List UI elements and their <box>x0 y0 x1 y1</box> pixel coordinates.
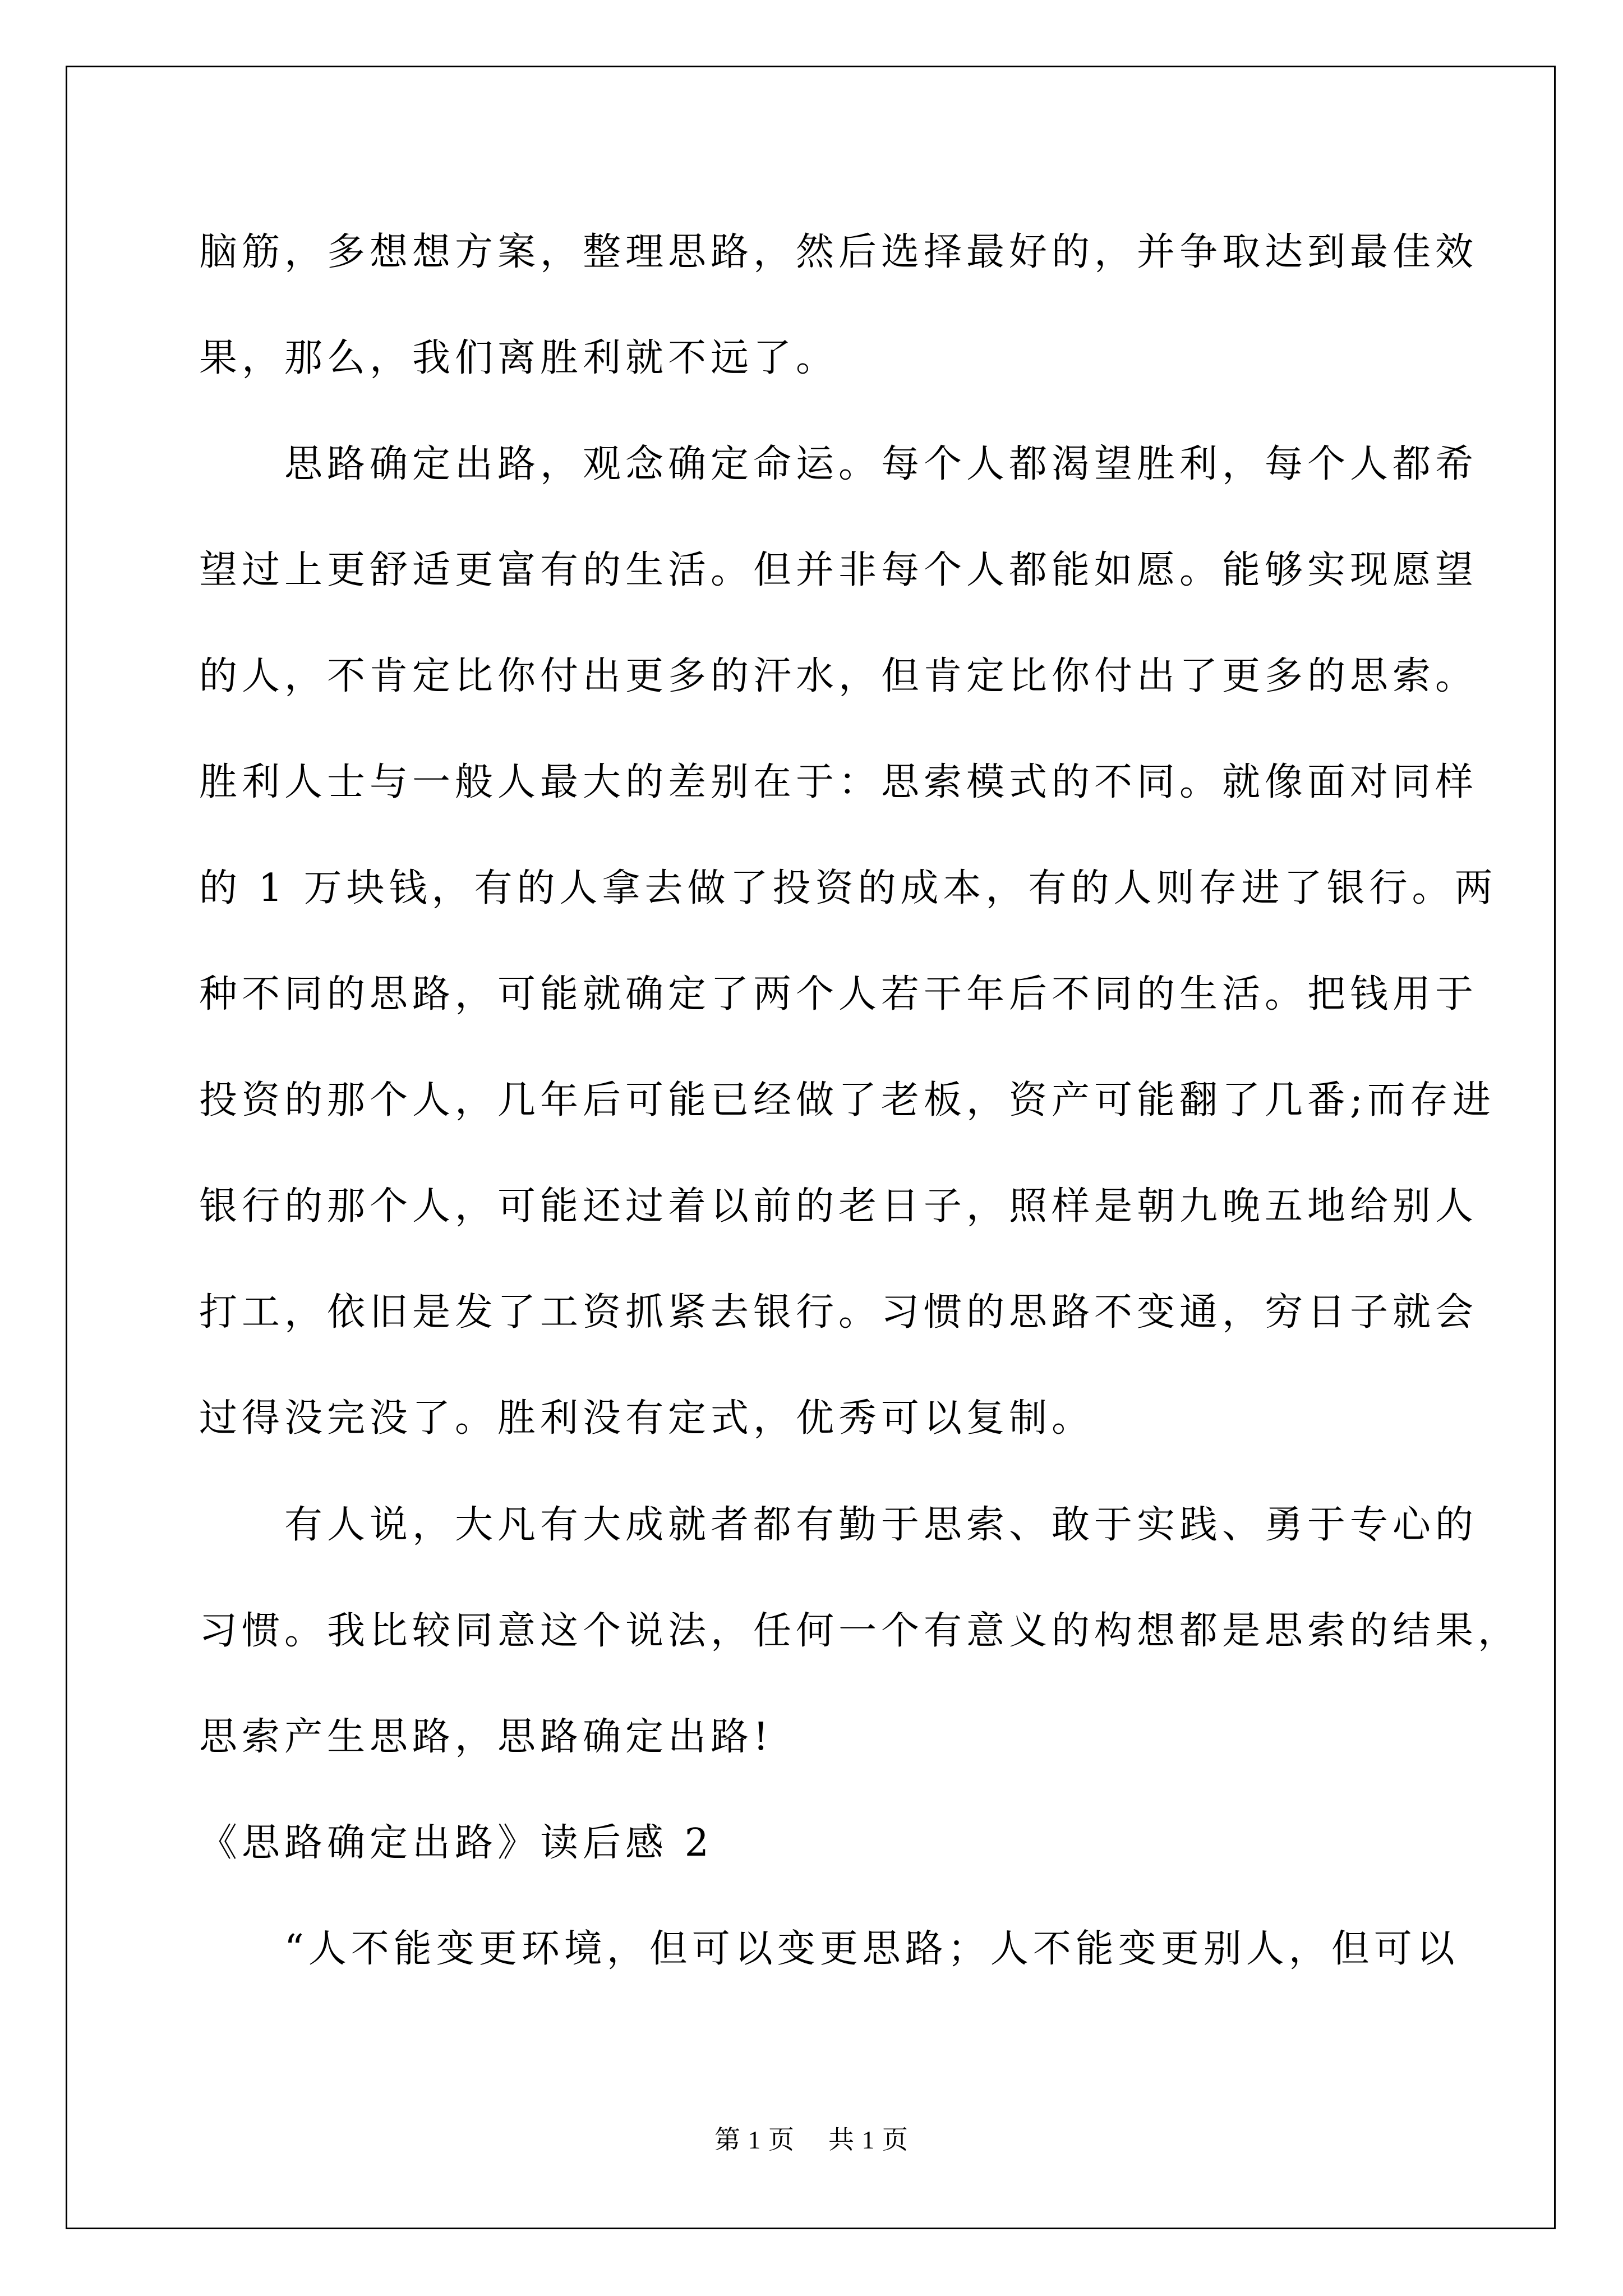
text-line: 果，那么，我们离胜利就不远了。 <box>199 336 839 380</box>
paragraph-2 <box>199 411 1497 1471</box>
text-line: 的 1 万块钱，有的人拿去做了投资的成本，有的人则存进了银行。两 <box>199 866 1497 910</box>
paragraph-1 <box>199 199 1478 411</box>
page-total: 共 1 页 <box>828 2125 909 2154</box>
paragraph-3 <box>199 1472 1521 1790</box>
text-line: 的人，不肯定比你付出更多的汗水，但肯定比你付出了更多的思索。 <box>199 654 1478 698</box>
text-line: 过得没完没了。胜利没有定式，优秀可以复制。 <box>199 1396 1095 1441</box>
text-line: 种不同的思路，可能就确定了两个人若干年后不同的生活。把钱用于 <box>199 972 1478 1016</box>
text-line: “人不能变更环境，但可以变更思路；人不能变更别人，但可以 <box>199 1927 1459 1971</box>
text-line: 望过上更舒适更富有的生活。但并非每个人都能如愿。能够实现愿望 <box>199 548 1478 592</box>
page-footer <box>0 2119 1623 2156</box>
text-line: 脑筋，多想想方案，整理思路，然后选择最好的，并争取达到最佳效 <box>199 230 1478 274</box>
page-number: 第 1 页 <box>714 2125 795 2154</box>
text-line: 思索产生思路，思路确定出路! <box>199 1715 773 1759</box>
text-line: 有人说，大凡有大成就者都有勤于思索、敢于实践、勇于专心的 <box>199 1503 1478 1547</box>
paragraph-4 <box>199 1896 1459 2002</box>
text-line: 银行的那个人，可能还过着以前的老日子，照样是朝九晚五地给别人 <box>199 1184 1478 1228</box>
section-heading <box>199 1790 1430 1896</box>
text-line: 胜利人士与一般人最大的差别在于：思索模式的不同。就像面对同样 <box>199 760 1478 804</box>
text-line: 投资的那个人，几年后可能已经做了老板，资产可能翻了几番;而存进 <box>199 1078 1495 1122</box>
text-line: 习惯。我比较同意这个说法，任何一个有意义的构想都是思索的结果， <box>199 1609 1521 1653</box>
heading-text: 《思路确定出路》读后感 2 <box>199 1821 713 1865</box>
text-line: 打工，依旧是发了工资抓紧去银行。习惯的思路不变通，穷日子就会 <box>199 1290 1478 1335</box>
text-line: 思路确定出路，观念确定命运。每个人都渴望胜利，每个人都希 <box>199 442 1478 486</box>
